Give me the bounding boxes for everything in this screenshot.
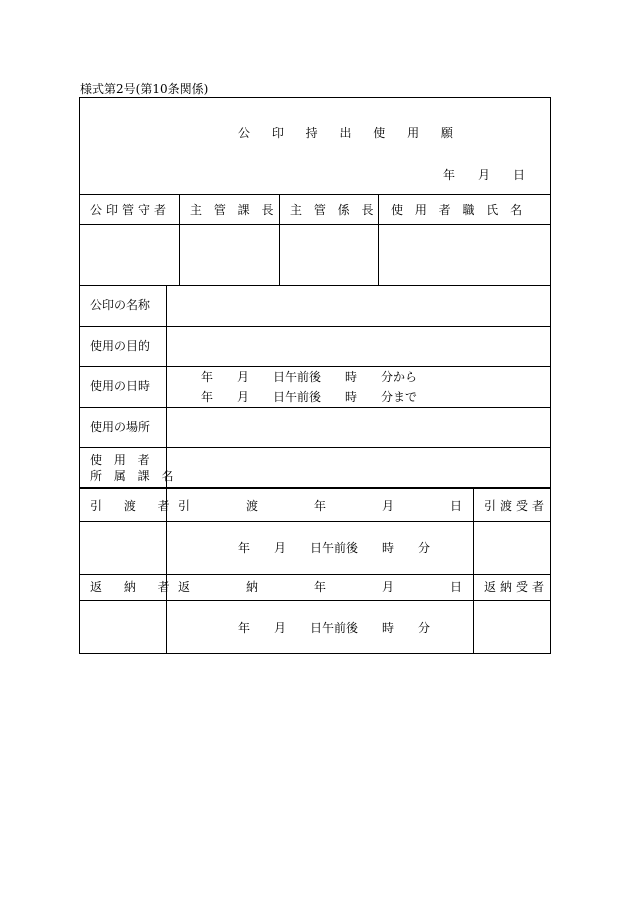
date-year: 年 xyxy=(443,168,456,182)
divider xyxy=(80,224,550,225)
divider xyxy=(80,407,550,408)
divider xyxy=(80,194,550,195)
divider xyxy=(80,521,550,522)
label-user-line2: 所 属 課 名 xyxy=(90,469,178,483)
label-return: 返 納 者 xyxy=(90,580,179,594)
handover-month: 月 xyxy=(382,499,395,513)
return-char-1: 返 xyxy=(178,580,191,594)
divider xyxy=(80,447,550,448)
divider xyxy=(80,600,550,601)
return-year: 年 xyxy=(314,580,327,594)
label-user-line1: 使 用 者 xyxy=(90,453,154,467)
label-return-receiver: 返納受者 xyxy=(484,580,549,594)
header-subsection-chief: 主 管 係 長 xyxy=(290,203,378,217)
label-place: 使用の場所 xyxy=(90,420,151,434)
return-receiver-field[interactable] xyxy=(475,602,549,652)
purpose-field[interactable] xyxy=(168,328,549,365)
header-seal-keeper: 公印管守者 xyxy=(90,203,171,217)
date-day: 日 xyxy=(513,168,526,182)
handover-char-2: 渡 xyxy=(246,499,259,513)
handover-day: 日 xyxy=(450,499,463,513)
handover-year: 年 xyxy=(314,499,327,513)
label-purpose: 使用の目的 xyxy=(90,339,151,353)
divider xyxy=(378,194,379,286)
divider xyxy=(80,574,550,575)
divider xyxy=(80,487,550,489)
datetime-to[interactable]: 年 月 日午前後 時 分まで xyxy=(201,390,418,404)
date-month: 月 xyxy=(478,168,491,182)
user-dept-field[interactable] xyxy=(168,449,549,486)
return-month: 月 xyxy=(382,580,395,594)
seal-name-field[interactable] xyxy=(168,287,549,325)
stamp-cell-section-chief[interactable] xyxy=(181,226,278,284)
handover-person-field[interactable] xyxy=(81,523,165,573)
datetime-from[interactable]: 年 月 日午前後 時 分から xyxy=(201,370,418,384)
header-section-chief: 主 管 課 長 xyxy=(190,203,278,217)
handover-char-1: 引 xyxy=(178,499,191,513)
label-handover-receiver: 引渡受者 xyxy=(484,499,549,513)
form-table xyxy=(79,97,551,654)
divider xyxy=(80,366,550,367)
return-person-field[interactable] xyxy=(81,602,165,652)
header-user-name: 使 用 者 職 氏 名 xyxy=(391,203,527,217)
label-datetime: 使用の日時 xyxy=(90,379,151,393)
label-seal-name: 公印の名称 xyxy=(90,298,151,312)
divider xyxy=(473,487,474,653)
handover-time[interactable]: 年 月 日午前後 時 分 xyxy=(238,541,431,555)
divider xyxy=(179,194,180,286)
stamp-cell-subsection-chief[interactable] xyxy=(280,226,377,284)
label-handover: 引 渡 者 xyxy=(90,499,179,513)
form-number-label: 様式第2号(第10条関係) xyxy=(80,82,209,96)
return-time[interactable]: 年 月 日午前後 時 分 xyxy=(238,621,431,635)
stamp-cell-seal-keeper[interactable] xyxy=(81,226,178,284)
place-field[interactable] xyxy=(168,409,549,446)
user-name-field[interactable] xyxy=(380,226,549,284)
divider xyxy=(80,326,550,327)
return-day: 日 xyxy=(450,580,463,594)
return-char-2: 納 xyxy=(246,580,259,594)
divider xyxy=(80,285,550,286)
handover-receiver-field[interactable] xyxy=(475,523,549,573)
form-title: 公 印 持 出 使 用 願 xyxy=(238,126,462,140)
